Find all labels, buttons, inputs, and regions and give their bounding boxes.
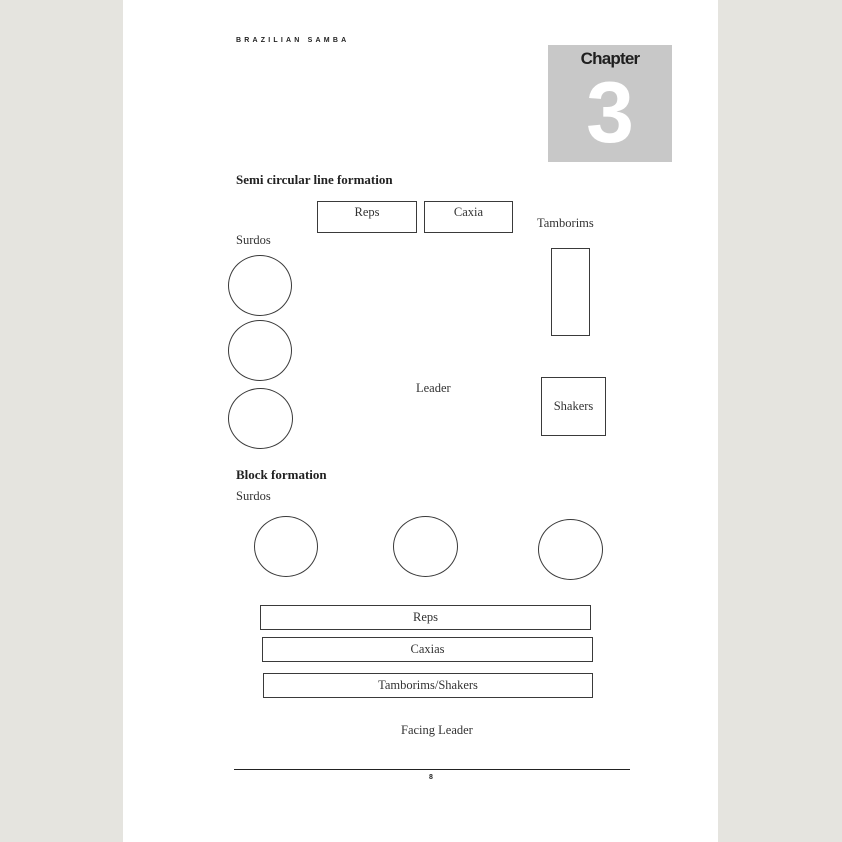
- page-number: 8: [429, 774, 433, 781]
- footer-rule: [234, 769, 630, 770]
- block-surdos-label: Surdos: [236, 489, 271, 503]
- tamborims-box: [551, 248, 590, 336]
- surdo-drum-circle: [393, 516, 458, 577]
- tamborims-label: Tamborims: [537, 216, 594, 230]
- semi-circular-heading: Semi circular line formation: [236, 172, 393, 187]
- chapter-number: 3: [586, 65, 634, 161]
- facing-leader-label: Facing Leader: [401, 723, 473, 737]
- surdo-drum-circle: [538, 519, 603, 580]
- leader-label: Leader: [416, 381, 451, 395]
- surdo-drum-circle: [254, 516, 318, 577]
- reps-box: Reps: [317, 201, 417, 233]
- surdo-drum-circle: [228, 255, 292, 316]
- surdos-label: Surdos: [236, 233, 271, 247]
- caxias-row-box: Caxias: [262, 637, 593, 662]
- shakers-box: Shakers: [541, 377, 606, 436]
- surdo-drum-circle: [228, 388, 293, 449]
- block-formation-heading: Block formation: [236, 467, 327, 482]
- document-page: [123, 0, 718, 842]
- running-head: BRAZILIAN SAMBA: [236, 37, 350, 44]
- tamborims-shakers-row-box: Tamborims/Shakers: [263, 673, 593, 698]
- chapter-label: Chapter: [580, 49, 640, 68]
- reps-row-box: Reps: [260, 605, 591, 630]
- surdo-drum-circle: [228, 320, 292, 381]
- caxia-box: Caxia: [424, 201, 513, 233]
- chapter-badge: [548, 45, 672, 162]
